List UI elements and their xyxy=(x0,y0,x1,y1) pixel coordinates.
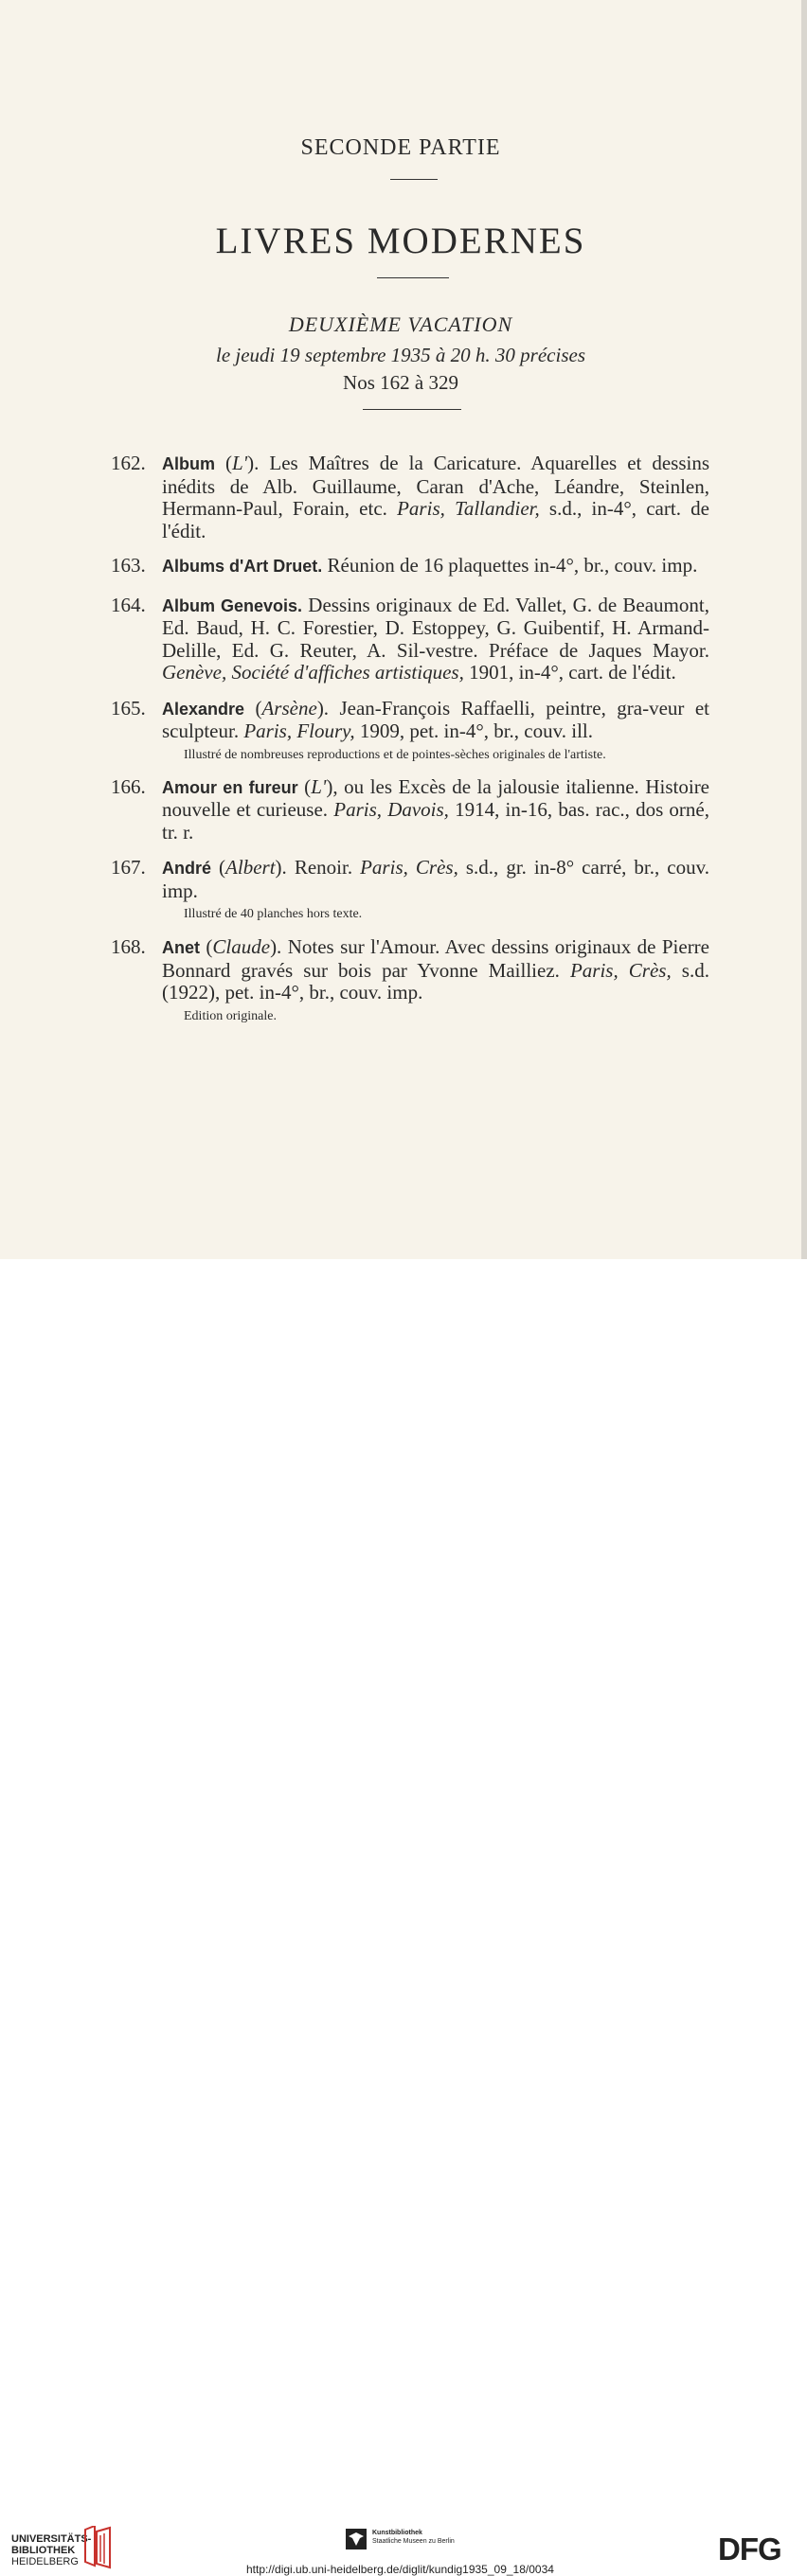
lot-number: 168. xyxy=(111,935,146,958)
lot-author: Album Genevois. xyxy=(162,595,303,615)
lot-description: Anet (Claude). Notes sur l'Amour. Avec dessins originaux de Pierre Bonnard gravés sur bois par Yvonne Mailliez. Paris, Crès, s.d. (1922), pet. in-4°, br., couv. imp. xyxy=(162,935,709,1004)
lot-number: 166. xyxy=(111,774,146,798)
lot-description: Album Genevois. Dessins originaux de Ed. Vallet, G. de Beaumont, Ed. Baud, H. C. Forestier, D. Estoppey, G. Guibentif, H. Armand-Delille, Ed. G. Reuter, A. Sil-vestre. Préface de Jaques Mayor. Genève, Société d'affiches artistiques, 1901, in-4°, cart. de l'édit. xyxy=(162,593,709,684)
lot-description: Album (L'). Les Maîtres de la Caricature. Aquarelles et dessins inédits de Alb. Guillaume, Caran d'Ache, Léandre, Steinlen, Hermann-Paul, Forain, etc. Paris, Tallandier, s.d., in-4°, cart. de l'édit. xyxy=(162,452,710,542)
section-heading: SECONDE PARTIE xyxy=(300,135,501,160)
lot-entry-167 xyxy=(0,857,801,923)
kunstbibliothek-label: Kunstbibliothek Staatliche Museen zu Berlin xyxy=(372,2530,455,2545)
university-logo-icon xyxy=(83,2526,112,2569)
lot-number: 165. xyxy=(111,696,146,720)
museum-eagle-icon xyxy=(346,2529,367,2549)
lot-number: 162. xyxy=(111,452,146,474)
divider xyxy=(390,179,438,180)
lot-number: 167. xyxy=(111,856,146,879)
lot-entry-164 xyxy=(0,595,801,684)
university-library-label: UNIVERSITÄTS- BIBLIOTHEK HEIDELBERG xyxy=(11,2533,92,2567)
lot-description: Amour en fureur (L'), ou les Excès de la jalousie italienne. Histoire nouvelle et curieuse. Paris, Davois, 1914, in-16, bas. rac., dos orné, tr. r. xyxy=(162,774,710,844)
lot-note: Illustré de 40 planches hors texte. xyxy=(184,907,363,921)
divider xyxy=(363,409,461,410)
lot-entry-162 xyxy=(0,453,801,542)
page-title: LIVRES MODERNES xyxy=(215,221,586,261)
lot-description: Albums d'Art Druet. Réunion de 16 plaquettes in-4°, br., couv. imp. xyxy=(162,554,698,577)
lot-range-text: Nos 162 à 329 xyxy=(343,371,458,394)
lot-note: Illustré de nombreuses reproductions et de pointes-sèches originales de l'artiste. xyxy=(184,747,606,762)
lot-author: Amour en fureur xyxy=(162,777,298,797)
lot-description: Alexandre (Arsène). Jean-François Raffaelli, peintre, gra-veur et sculpteur. Paris, Floury, 1909, pet. in-4°, br., couv. ill. xyxy=(162,696,710,742)
lot-list xyxy=(0,453,801,1037)
lot-entry-168 xyxy=(0,936,801,1025)
lot-number: 163. xyxy=(111,554,146,577)
session-date: le jeudi 19 septembre 1935 à 20 h. 30 précises xyxy=(216,344,585,366)
lot-author: Album xyxy=(162,454,215,473)
lot-number: 164. xyxy=(111,593,146,616)
footer-bar xyxy=(0,1259,807,2576)
lot-entry-163 xyxy=(0,555,801,578)
permalink-url[interactable]: http://digi.ub.uni-heidelberg.de/diglit/kundig1935_09_18/0034 xyxy=(246,2563,554,2576)
lot-description: André (Albert). Renoir. Paris, Crès, s.d., gr. in-8° carré, br., couv. imp. xyxy=(162,856,709,902)
lot-author: Albums d'Art Druet. xyxy=(162,557,323,576)
session-heading: DEUXIÈME VACATION xyxy=(288,312,513,336)
dfg-logo: DFG xyxy=(718,2532,781,2567)
catalogue-page xyxy=(0,0,801,1259)
lot-note: Edition originale. xyxy=(184,1008,277,1023)
lot-author: Anet xyxy=(162,938,200,957)
lot-entry-166 xyxy=(0,776,801,844)
lot-author: Alexandre xyxy=(162,699,245,719)
divider xyxy=(377,277,449,278)
lot-range xyxy=(0,371,801,395)
page-edge xyxy=(801,0,807,1259)
lot-author: André xyxy=(162,859,212,878)
lot-entry-165 xyxy=(0,698,801,764)
